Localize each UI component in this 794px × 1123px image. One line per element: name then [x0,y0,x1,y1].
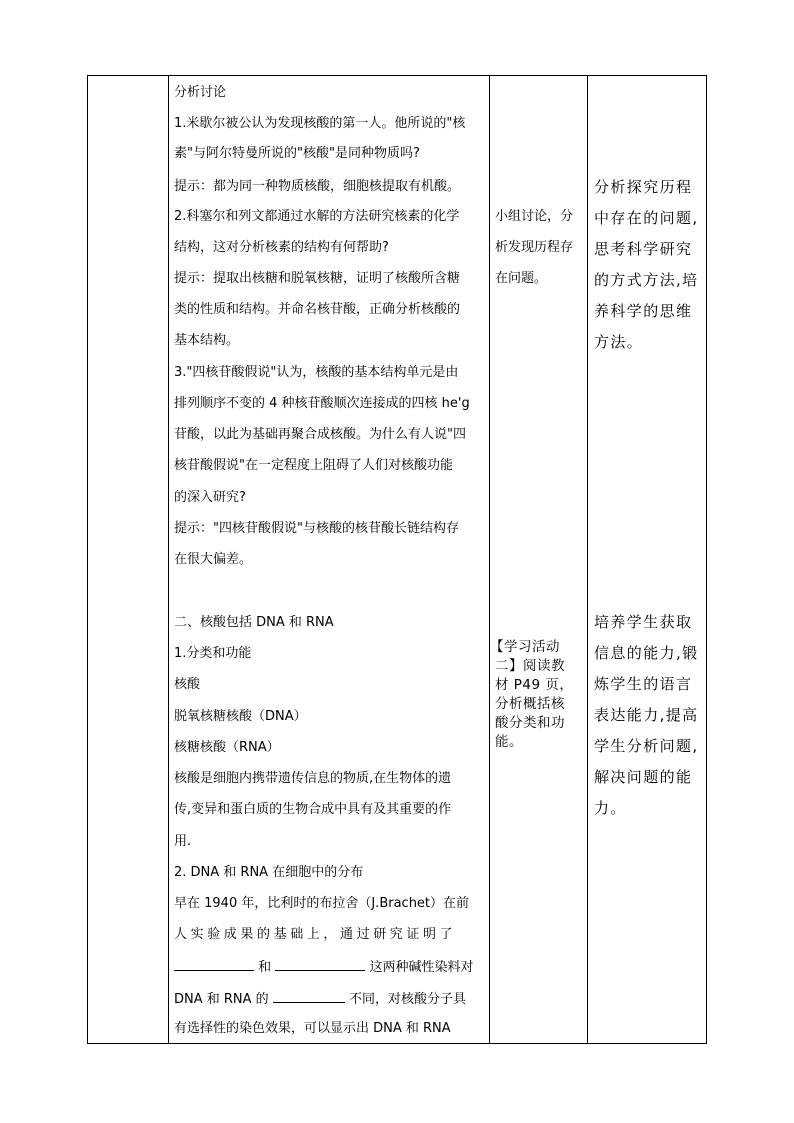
activity-line: 分析概括核 [495,696,565,712]
classification-item: 核酸 [174,677,201,692]
intent-line: 信息的能力,锻 [594,644,699,662]
function-text-line: 用. [174,834,192,849]
fill-in-text: DNA 和 RNA 的 [174,992,269,1007]
intent-line: 学生分析问题, [594,737,699,755]
question-3-line: 排列顺序不变的 4 种核苷酸顺次连接成的四核 he'g [174,396,470,411]
student-activity-cell [490,76,585,1043]
activity-line: 能。 [495,734,523,750]
activity-line: 材 P49 页， [495,677,574,693]
column-divider [489,76,490,1043]
question-3-line: 苷酸，以此为基础再聚合成核酸。为什么有人说"四 [174,427,466,442]
column-divider [587,76,588,1043]
fill-in-line [174,958,473,976]
activity-line: 二】阅读教 [495,658,565,674]
hint-2-line: 基本结构。 [174,333,240,348]
activity-line: 酸分类和功 [495,715,565,731]
hint-1: 提示：都为同一种物质核酸，细胞核提取有机酸。 [174,179,461,194]
intent-line: 表达能力,提高 [594,706,699,724]
fill-in-blank[interactable] [273,990,345,1003]
fill-in-text: 不同，对核酸分子具 [348,992,466,1007]
question-3-line: 核苷酸假说"在一定程度上阻碍了人们对核酸功能 [174,458,453,473]
intent-line: 解决问题的能 [594,768,693,786]
design-intent-cell [594,76,704,1043]
intent-line: 分析探究历程 [594,178,693,196]
subsection-title: 2. DNA 和 RNA 在细胞中的分布 [174,865,364,880]
intent-line: 的方式方法,培 [594,271,699,289]
lesson-plan-table [87,75,707,1044]
column-1-cell [88,76,168,1043]
question-3-line: 3."四核苷酸假说"认为，核酸的基本结构单元是由 [174,365,459,380]
subsection-title: 1.分类和功能 [174,646,252,661]
question-2-line: 结构，这对分析核素的结构有何帮助? [174,240,389,255]
section-title-discussion: 分析讨论 [174,85,227,100]
question-1-line: 1.米歇尔被公认为发现核酸的第一人。他所说的"核 [174,116,466,131]
teaching-content-cell [174,76,488,1043]
question-3-line: 的深入研究? [174,490,246,505]
activity-line: 析发现历程存 [495,240,574,255]
section-title-nucleic-acids: 二、核酸包括 DNA 和 RNA [174,615,334,630]
classification-item: 脱氧核糖核酸（DNA） [174,709,307,724]
fill-in-blank[interactable] [275,958,365,971]
hint-3-line: 在很大偏差。 [174,552,253,567]
fill-in-text: 这两种碱性染料对 [369,960,474,975]
activity-line: 在问题。 [495,271,548,286]
intent-line: 培养学生获取 [594,613,693,631]
intent-line: 方法。 [594,333,644,351]
question-2-line: 2.科塞尔和列文都通过水解的方法研究核素的化学 [174,209,460,224]
hint-2-line: 提示：提取出核糖和脱氧核糖，证明了核酸所含糖 [174,271,461,286]
fill-in-blank[interactable] [174,958,254,971]
fill-in-line [174,990,466,1008]
activity-line: 【学习活动 [490,639,560,655]
classification-item: 核糖核酸（RNA） [174,740,280,755]
intent-line: 养科学的思维 [594,302,693,320]
intent-line: 思考科学研究 [594,240,693,258]
intent-line: 力。 [594,799,627,817]
hint-3-line: 提示："四核苷酸假说"与核酸的核苷酸长链结构存 [174,521,459,536]
hint-2-line: 类的性质和结构。并命名核苷酸，正确分析核酸的 [174,302,461,317]
column-divider [168,76,169,1043]
activity-line: 小组讨论，分 [495,209,574,224]
question-1-line: 素"与阿尔特曼所说的"核酸"是同种物质吗? [174,146,420,161]
function-text-line: 核酸是细胞内携带遗传信息的物质,在生物体的遗 [174,771,452,786]
distribution-text-line: 人实验成果的基础上，通过研究证明了 [174,927,457,942]
fill-in-connector: 和 [258,960,272,975]
intent-line: 中存在的问题, [594,209,699,227]
function-text-line: 传,变异和蛋白质的生物合成中具有及其重要的作 [174,802,452,817]
intent-line: 炼学生的语言 [594,675,693,693]
distribution-text-line: 早在 1940 年，比利时的布拉舍（J.Brachet）在前 [174,896,470,911]
distribution-text-line: 有选择性的染色效果，可以显示出 DNA 和 RNA [174,1021,451,1036]
